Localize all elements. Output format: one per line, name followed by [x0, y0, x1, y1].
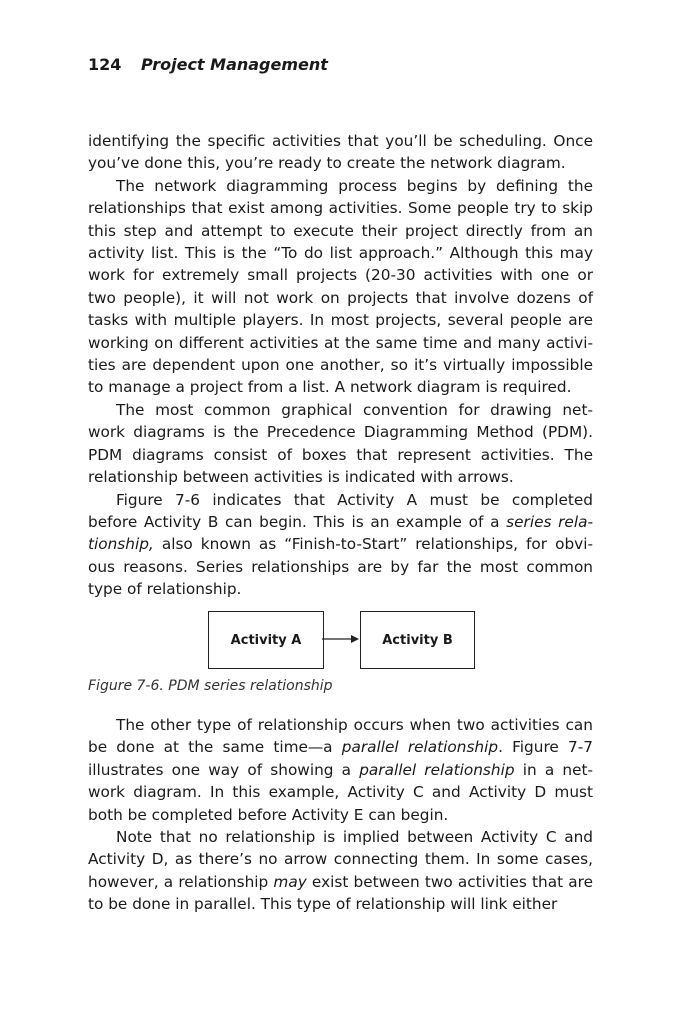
text-line: [88, 466, 593, 488]
text-segment: ous reasons. Series relationships are by far the most common: [88, 557, 593, 576]
text-segment: Figure 7-6 indicates that Activity A must be completed: [116, 490, 593, 509]
body-text-block-2: [88, 714, 593, 916]
activity-b-box: [360, 611, 475, 669]
text-line: [88, 804, 593, 826]
text-segment: also known as “Finish-to-Start” relationships, for obvi-: [153, 535, 593, 554]
text-segment: . Figure 7-7: [498, 738, 593, 757]
text-line: [88, 871, 593, 893]
text-segment: to be done in parallel. This type of relationship will link either: [88, 895, 558, 914]
text-segment: identifying the specific activities that you’ll be scheduling. Once: [88, 132, 593, 150]
text-segment: two people), it will not work on projects that involve dozens of: [88, 288, 593, 307]
text-line: [88, 242, 593, 264]
text-line: [88, 130, 593, 152]
text-line: [88, 421, 593, 443]
activity-a-box: [208, 611, 324, 669]
text-line: [88, 511, 593, 533]
text-line: [88, 736, 593, 758]
text-line: [88, 220, 593, 242]
text-segment: The most common graphical convention for drawing net-: [116, 400, 593, 419]
text-line: [88, 444, 593, 466]
text-segment: ties are dependent upon one another, so it’s virtually impossible: [88, 356, 593, 375]
text-segment: The network diagramming process begins by defining the: [116, 176, 593, 195]
text-segment: work diagrams is the Precedence Diagramming Method (PDM).: [88, 423, 593, 442]
text-line: [88, 152, 593, 174]
text-segment: however, a relationship: [88, 872, 274, 891]
text-segment: Activity D, as there’s no arrow connecting them. In some cases,: [88, 850, 593, 869]
text-line: [88, 781, 593, 803]
running-title: Project Management: [140, 55, 328, 74]
text-line: [88, 826, 593, 848]
text-segment: be done at the same time—a: [88, 738, 342, 757]
text-segment: both be completed before Activity E can begin.: [88, 805, 449, 824]
text-segment: working on different activities at the same time and many activi-: [88, 333, 593, 352]
page-number: 124: [88, 55, 122, 74]
text-line: [88, 759, 593, 781]
text-line: [88, 399, 593, 421]
text-line: [88, 175, 593, 197]
text-segment: PDM diagrams consist of boxes that represent activities. The: [88, 445, 593, 464]
text-segment: exist between two activities that are: [306, 872, 594, 891]
text-line: [88, 556, 593, 578]
italic-text: parallel relationship: [359, 760, 515, 779]
text-line: [88, 287, 593, 309]
page-header: [88, 55, 328, 74]
text-line: [88, 714, 593, 736]
text-line: [88, 376, 593, 398]
italic-text: may: [273, 872, 307, 891]
text-segment: tasks with multiple players. In most projects, several people are: [88, 311, 593, 330]
text-segment: work diagram. In this example, Activity C and Activity D must: [88, 783, 593, 802]
text-line: [88, 264, 593, 286]
body-text-block-1: [88, 130, 593, 601]
text-segment: this step and attempt to execute their project directly from an: [88, 221, 593, 240]
text-segment: activity list. This is the “To do list approach.” Although this may: [88, 244, 593, 263]
text-segment: relationships that exist among activities. Some people try to skip: [88, 199, 593, 218]
italic-text: series rela-: [506, 512, 593, 531]
text-line: [88, 578, 593, 600]
text-line: [88, 332, 593, 354]
text-segment: relationship between activities is indicated with arrows.: [88, 468, 514, 487]
text-line: [88, 533, 593, 555]
text-line: [88, 309, 593, 331]
text-segment: work for extremely small projects (20-30 activities with one or: [88, 266, 593, 285]
text-segment: to manage a project from a list. A network diagram is required.: [88, 378, 572, 397]
text-segment: you’ve done this, you’re ready to create the network diagram.: [88, 154, 566, 173]
activity-b-label: Activity B: [382, 632, 453, 648]
text-line: [88, 848, 593, 870]
text-line: [88, 197, 593, 219]
arrow-icon: [322, 633, 360, 645]
italic-text: tionship,: [88, 535, 154, 554]
text-segment: illustrates one way of showing a: [88, 760, 360, 779]
figure-caption: Figure 7-6. PDM series relationship: [88, 678, 333, 694]
activity-a-label: Activity A: [230, 632, 302, 648]
text-line: [88, 489, 593, 511]
text-line: [88, 893, 593, 915]
text-segment: type of relationship.: [88, 580, 242, 599]
italic-text: parallel relationship: [341, 738, 499, 757]
text-line: [88, 354, 593, 376]
text-segment: Note that no relationship is implied between Activity C and: [116, 828, 593, 847]
text-segment: before Activity B can begin. This is an example of a: [88, 512, 507, 531]
text-segment: The other type of relationship occurs when two activities can: [116, 716, 593, 734]
text-segment: in a net-: [514, 760, 594, 779]
